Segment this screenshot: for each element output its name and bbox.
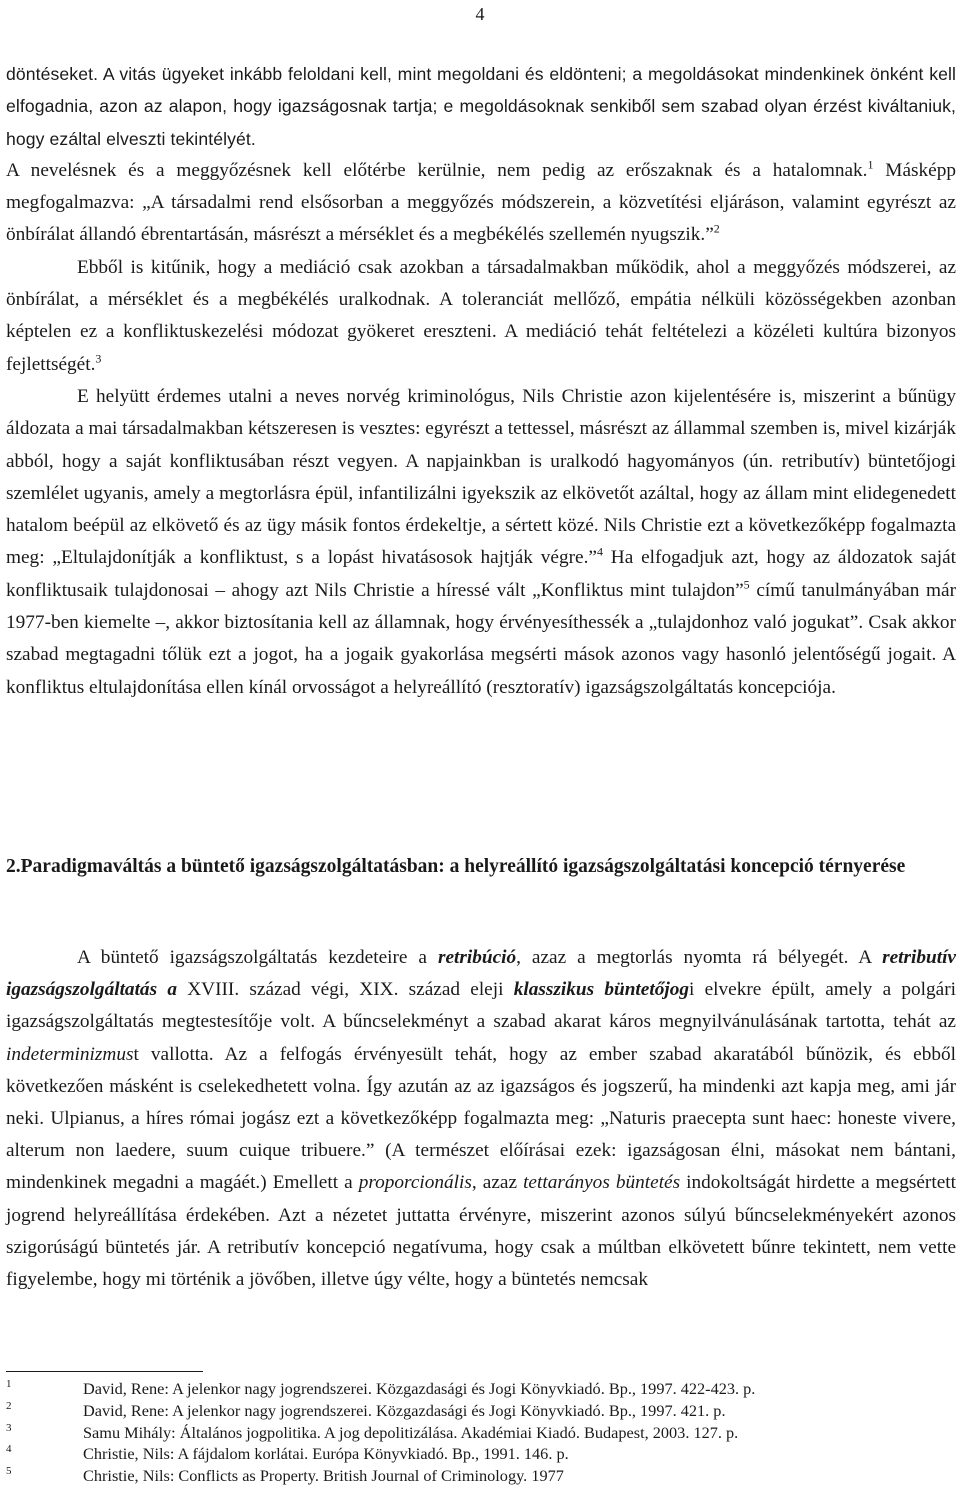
paragraph-intro (6, 58, 956, 155)
footnote-item (6, 1378, 956, 1400)
term-proportional-punishment: tettarányos büntetés (523, 1172, 681, 1194)
paragraph-text: Másképp megfogalmazva: „A társadalmi rend elsősorban a meggyőzés módszerein, a közvetítési eljáráson, valamint egyrészt az önbírálat állandó ébrentartásán, másrészt a mérséklet és a megbékélés szellemén nyugszik.” (6, 159, 956, 246)
footnote-item (6, 1400, 956, 1422)
footnotes (6, 1378, 956, 1487)
footnote-number: 2 (6, 1399, 12, 1412)
section-heading: 2.Paradigmaváltás a büntető igazságszolgáltatásban: a helyreállító igazságszolgáltatási koncepció térnyerése (6, 856, 906, 877)
footnote-number: 5 (6, 1465, 12, 1478)
paragraph-text: Ha elfogadjuk azt, hogy az áldozatok saját konfliktusaik tulajdonosai – ahogy azt Nils Christie a híressé vált „Konfliktus mint tulajdon” (6, 547, 956, 601)
footnote-item (6, 1465, 956, 1487)
footnote-item (6, 1443, 956, 1465)
footnote-text: David, Rene: A jelenkor nagy jogrendszerei. Közgazdasági és Jogi Könyvkiadó. Bp., 1997. 422-423. p. (83, 1379, 756, 1398)
paragraph-text: i elvekre épült, amely a polgári igazságszolgáltatás megtestesítője volt. A bűncselekményt a szabad akarat káros megnyilvánulásának tartotta, tehát az (6, 979, 956, 1033)
footnote-number: 3 (6, 1421, 12, 1434)
footnote-text: Samu Mihály: Általános jogpolitika. A jog depolitizálása. Akadémiai Kiadó. Budapest, 2003. 127. p. (83, 1422, 739, 1442)
paragraph-retribution (6, 942, 956, 1296)
paragraph-persuasion (6, 155, 956, 252)
paragraph-text: című tanulmányában már 1977-ben kiemelte –, akkor biztosítania kell az államnak, hogy érvényesíthessék a „tulajdonhoz való jogukat”. Csak akkor szabad megtagadni tőlük ezt a jogot, ha a jogaik gyakorlása megsérti mások azonos vagy hasonló jelentőségű jogait. A konfliktus eltulajdonítása ellen kínál orvosságot a helyreállító (resztoratív) igazságszolgáltatás koncepciója. (6, 579, 956, 698)
term-proportional: proporcionális (358, 1172, 472, 1194)
paragraph-mediation (6, 252, 956, 381)
section-2-body (6, 942, 956, 1296)
paragraph-text: döntéseket. A vitás ügyeket inkább feloldani kell, mint megoldani és eldönteni; a megoldásokat mindenkinek önként kell elfogadnia, azon az alapon, hogy igazságosnak tartja; e megoldásoknak senkiből sem szabad olyan érzést kiváltaniuk, hogy ezáltal elveszti tekintélyét. (6, 64, 956, 149)
term-classical-criminal-law: klasszikus büntetőjog (513, 979, 689, 1001)
footnote-ref-5[interactable]: 5 (743, 577, 750, 592)
page-number: 4 (475, 4, 485, 24)
footnote-item (6, 1422, 956, 1444)
paragraph-christie (6, 381, 956, 704)
paragraph-text: indokoltságát hirdette a megsértett jogrend helyreállítása érdekében. Azt a nézetet juttatta érvényre, miszerint azonos súlyú bűncselekményekért azonos szigorúságú büntetés jár. A retributív koncepció negatívuma, hogy csak a múltban elkövetett bűnre tekintett, nem vette figyelembe, hogy mi történik a jövőben, illetve úgy vélte, hogy a büntetés nemcsak (6, 1172, 956, 1291)
term-indeterminism: indeterminizmus (6, 1043, 134, 1065)
footnote-text: David, Rene: A jelenkor nagy jogrendszerei. Közgazdasági és Jogi Könyvkiadó. Bp., 1997. 421. p. (83, 1400, 726, 1420)
paragraph-text: t vallotta. Az a felfogás érvényesült tehát, hogy az ember szabad akaratából bűnözik, és ebből következően másként is cselekedhetett volna. Így azután az az igazságos és jogszerű, ha mindenki azt kapja meg, ami jár neki. Ulpianus, a híres római jogász ezt a következőképp fogalmazta meg: „Naturis praecepta sunt haec: honeste vivere, alterum non laedere, suum cuique tribuere.” (A természet előírásai ezek: igazságosan élni, másokat nem bántani, mindenkinek megadni a magáét.) Emellett a (6, 1043, 956, 1194)
paragraph-text: Ebből is kitűnik, hogy a mediáció csak azokban a társadalmakban működik, ahol a meggyőzés módszerei, az önbírálat, a mérséklet és a megbékélés uralkodnak. A toleranciát mellőző, empátia nélküli közösségekben azonban képtelen ez a konfliktuskezelési módozat gyökeret ereszteni. A mediáció tehát feltételezi a közéleti kultúra bizonyos fejlettségét. (6, 256, 956, 375)
footnote-text: Christie, Nils: A fájdalom korlátai. Európa Könyvkiadó. Bp., 1991. 146. p. (83, 1444, 569, 1464)
paragraph-text: E helyütt érdemes utalni a neves norvég kriminológus, Nils Christie azon kijelentésére is, miszerint a bűnügy áldozata a mai társadalmakban kétszeresen is vesztes: egyrészt a tettessel, másrészt az állammal szemben is, mivel kizárják abból, hogy a saját konfliktusában részt vegyen. A napjainkban is uralkodó hagyományos (ún. retributív) büntetőjogi szemlélet ugyanis, amely a megtorlásra épül, infantilizálni igyekszik az elkövetőt azáltal, hogy az állam mint elidegenedett hatalom beépül az elkövető és az ügy másik fontos érdekeltje, a sértett közé. Nils Christie ezt a következőképp fogalmazta meg: „Eltulajdonítják a konfliktust, s a lopást hivatásosok hajtják végre.” (6, 385, 956, 569)
footnote-ref-2[interactable]: 2 (713, 222, 720, 237)
paragraph-text: , azaz (471, 1172, 524, 1194)
footnote-ref-3[interactable]: 3 (95, 351, 102, 366)
paragraph-text: A büntető igazságszolgáltatás kezdeteire a (77, 947, 438, 968)
footnote-ref-4[interactable]: 4 (596, 545, 603, 560)
footnote-number: 4 (6, 1443, 12, 1456)
body-text (6, 58, 956, 704)
footnote-separator (6, 1371, 203, 1372)
term-retributive-justice: retributív igazságszolgáltatás a (6, 947, 956, 1001)
term-retribucio: retribúció (437, 947, 517, 968)
paragraph-text: , azaz a megtorlás nyomta rá bélyegét. A (516, 947, 883, 968)
footnote-ref-1[interactable]: 1 (867, 157, 874, 172)
paragraph-text: XVIII. század végi, XIX. század eleji (176, 979, 514, 1001)
footnote-text: Christie, Nils: Conflicts as Property. British Journal of Criminology. 1977 (83, 1466, 564, 1486)
footnote-number: 1 (6, 1378, 12, 1390)
paragraph-text: A nevelésnek és a meggyőzésnek kell előtérbe kerülnie, nem pedig az erőszaknak és a hatalomnak. (6, 159, 868, 181)
